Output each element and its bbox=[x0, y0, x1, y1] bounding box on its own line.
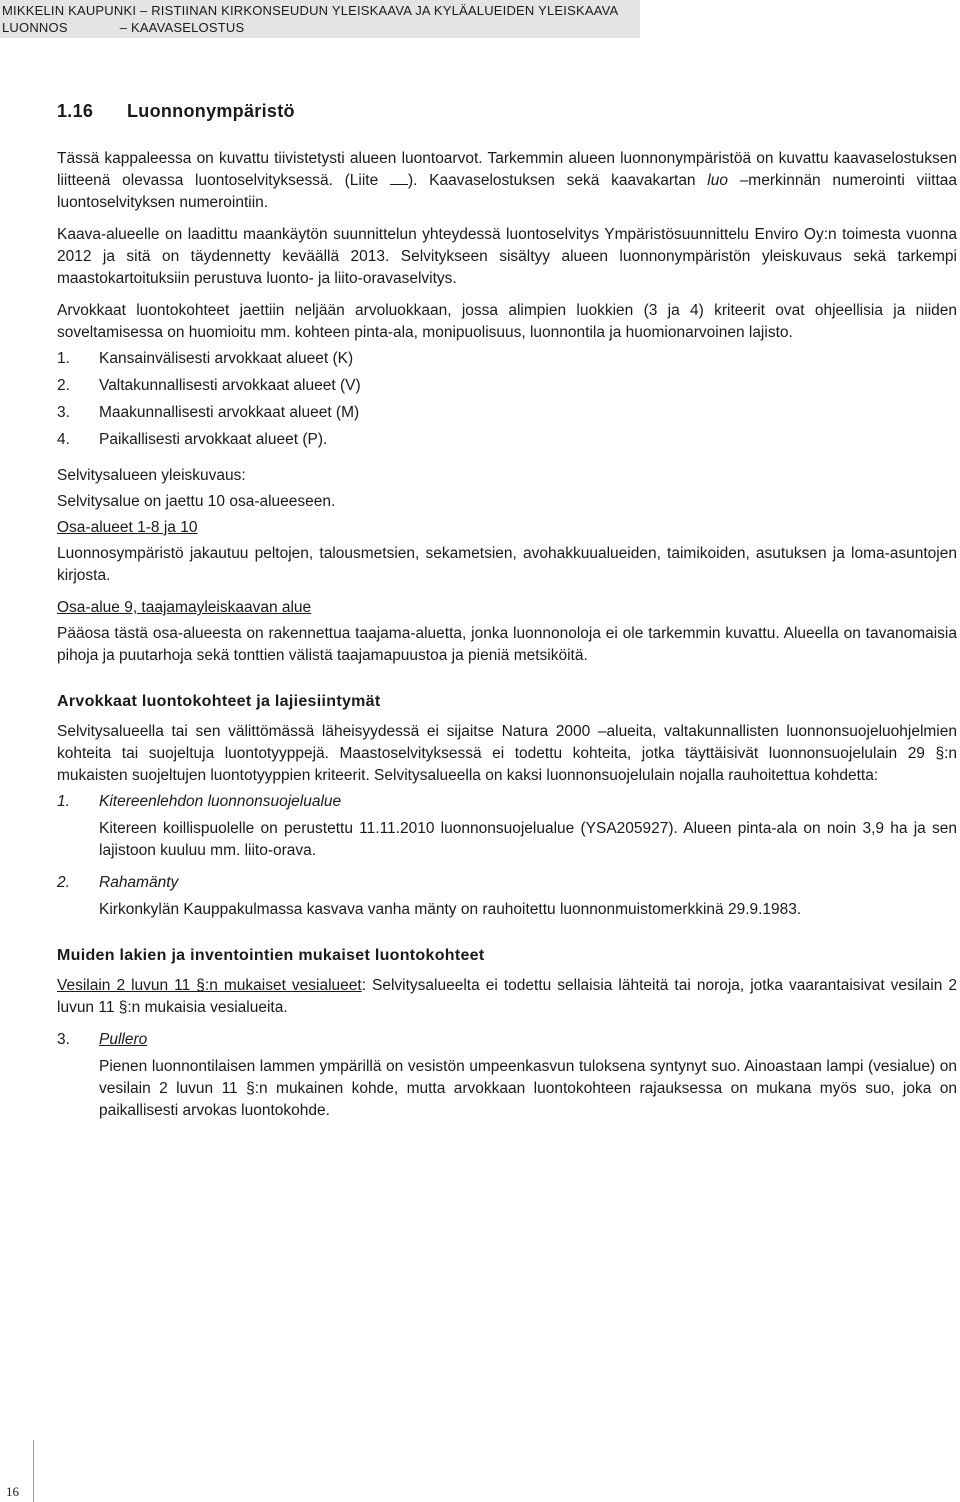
pullero-title: 3. Pullero bbox=[57, 1031, 148, 1048]
overview-title: Selvitysalueen yleiskuvaus: bbox=[57, 467, 246, 484]
protected-site-2-text: Kirkonkylän Kauppakulmassa kasvava vanha mänty on rauhoitettu luonnonmuistomerkkinä 29.9.1983. bbox=[99, 901, 802, 918]
overview-text: Selvitysalue on jaettu 10 osa-alueeseen. bbox=[57, 493, 336, 510]
subarea-1-text: Luonnosympäristö jakautuu peltojen, talousmetsien, sekametsien, avohakkuualueiden, taimikoiden, asutuksen ja loma-asuntojen kirjosta. bbox=[57, 545, 957, 584]
subarea-2-text: Pääosa tästä osa-alueesta on rakennettua taajama-aluetta, jonka luonnonoloja ei ole tarkemmin kuvattu. Alueella on tavanomaisia pihoja ja puutarhoja sekä tonttien välistä taajamapuustoa ja pieniä metsiköitä. bbox=[57, 625, 957, 664]
appendix-blank bbox=[390, 170, 408, 185]
survey-paragraph: Kaava-alueelle on laadittu maankäytön suunnittelun yhteydessä luontoselvitys Ympäristösuunnittelu Enviro Oy:n toimesta vuonna 2012 ja sitä on täydennetty keväällä 2013. Selvitykseen sisältyy alueen luonnonympäristön yleiskuvaus sekä tarkempi maastokartoituksiin perustuva luonto- ja liito-oravaselvitys. bbox=[57, 226, 957, 287]
protected-site-1-title: 1. Kitereenlehdon luonnonsuojelualue bbox=[57, 793, 342, 810]
value-classes-paragraph: Arvokkaat luontokohteet jaettiin neljään arvoluokkaan, jossa alimpien luokkien (3 ja 4) kriteerit ovat ohjeellisia ja niiden soveltamisessa on huomioitu mm. kohteen pinta-ala, monipuolisuus, luonnontila ja huomionarvoinen lajisto. bbox=[57, 302, 957, 341]
valuable-sites-text: Selvitysalueella tai sen välittömässä läheisyydessä ei sijaitse Natura 2000 –alueita, valtakunnallisten luonnonsuojeluohjelmien kohteita tai suojeltuja luontotyyppejä. Maastoselvityksessä ei todettu kohteita, jotka täyttäisivät luonnonsuojelulain 29 §:n mukaisten suojeltujen luontotyyppien kriteerit. Selvitysalueella on kaksi luonnonsuojelulain nojalla rauhoitettua kohdetta: bbox=[57, 723, 957, 784]
section-number: 1.16 bbox=[57, 101, 94, 121]
header-doc-type: – KAAVASELOSTUS bbox=[119, 20, 245, 35]
list-item: 4. Paikallisesti arvokkaat alueet (P). bbox=[57, 431, 328, 448]
header-status: LUONNOS bbox=[2, 20, 68, 35]
subarea-2-title: Osa-alue 9, taajamayleiskaavan alue bbox=[57, 599, 312, 616]
water-areas-paragraph: Vesilain 2 luvun 11 §:n mukaiset vesialueet: Selvitysalueelta ei todettu sellaisia lähteitä tai noroja, jotka vaarantaisivat vesilain 2 luvun 11 §:n mukaisia vesialueita. bbox=[57, 977, 957, 1016]
protected-site-2-title: 2. Rahamänty bbox=[57, 874, 179, 891]
header-line-2 bbox=[2, 19, 640, 36]
running-header bbox=[0, 0, 640, 38]
luo-term: luo bbox=[707, 172, 728, 189]
section-heading bbox=[57, 100, 957, 122]
water-areas-label: Vesilain 2 luvun 11 §:n mukaiset vesialueet bbox=[57, 977, 362, 994]
protected-site-1-text: Kitereen koillispuolelle on perustettu 11.11.2010 luonnonsuojelualue (YSA205927). Alueen pinta-ala on noin 3,9 ha ja sen lajistoon kuuluu mm. liito-orava. bbox=[99, 820, 957, 859]
intro-paragraph: Tässä kappaleessa on kuvattu tiivistetysti alueen luontoarvot. Tarkemmin alueen luonnonympäristöä on kuvattu kaavaselostuksen liitteenä olevassa luontoselvityksessä. (Liite ). Kaavaselostuksen sekä kaavakartan luo –merkinnän numerointi viittaa luontoselvityksen numerointiin. bbox=[57, 150, 957, 211]
other-laws-heading: Muiden lakien ja inventointien mukaiset luontokohteet bbox=[57, 947, 485, 964]
list-item: 1. Kansainvälisesti arvokkaat alueet (K) bbox=[57, 350, 354, 367]
page-margin-rule bbox=[33, 1440, 34, 1502]
section-title: Luonnonympäristö bbox=[127, 101, 295, 121]
value-class-list bbox=[57, 348, 957, 451]
list-item: 3. Maakunnallisesti arvokkaat alueet (M) bbox=[57, 404, 360, 421]
pullero-text: Pienen luonnontilaisen lammen ympärillä on vesistön umpeenkasvun tuloksena syntynyt suo. Ainoastaan lampi (vesialue) on vesilain 2 luvun 11 §:n mukainen kohde, mutta arvokkaan luontokohteen rajauksessa on mukana myös suo, joka on paikallisesti arvokas luontokohde. bbox=[99, 1058, 957, 1119]
valuable-sites-heading: Arvokkaat luontokohteet ja lajiesiintymät bbox=[57, 693, 381, 710]
subarea-1-title: Osa-alueet 1-8 ja 10 bbox=[57, 519, 198, 536]
page-number: 16 bbox=[6, 1484, 19, 1499]
header-line-1: MIKKELIN KAUPUNKI – RISTIINAN KIRKONSEUDUN YLEISKAAVA JA KYLÄALUEIDEN YLEISKAAVA bbox=[2, 3, 619, 18]
page-body bbox=[57, 100, 957, 1132]
list-item: 2. Valtakunnallisesti arvokkaat alueet (V) bbox=[57, 377, 361, 394]
